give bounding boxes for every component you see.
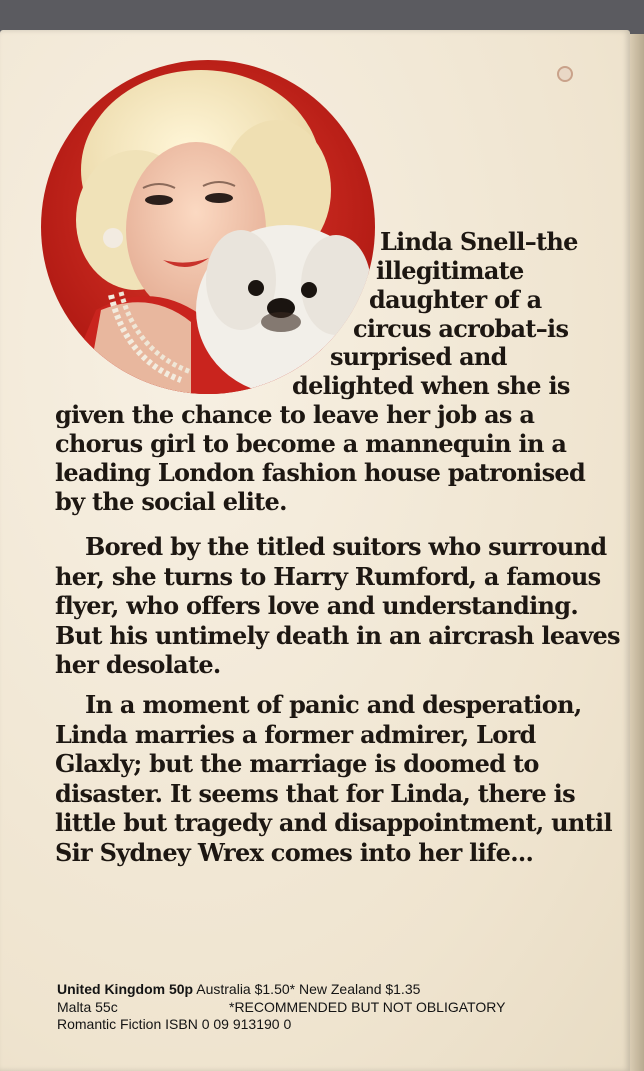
blurb-line: little but tragedy and disappointment, until: [55, 808, 612, 837]
blurb-line: disaster. It seems that for Linda, there is: [55, 778, 575, 808]
blurb-line: her, she turns to Harry Rumford, a famous: [55, 561, 601, 591]
blurb-line: leading London fashion house patronised: [55, 458, 586, 487]
blurb-line: Glaxly; but the marriage is doomed to: [55, 749, 539, 778]
price-line: [57, 981, 420, 998]
book-spine-edge: [630, 34, 644, 1071]
blurb-line: Linda Snell–the: [380, 227, 578, 256]
category-isbn-line: [57, 1016, 291, 1033]
isbn-label: ISBN 0 09 913190 0: [165, 1016, 292, 1032]
blurb-line: But his untimely death in an aircrash leaves: [55, 620, 620, 650]
blurb-line: daughter of a: [369, 285, 542, 314]
blurb-line: delighted when she is: [292, 371, 570, 400]
blurb-line: Bored by the titled suitors who surround: [85, 532, 607, 561]
price-note: [229, 999, 505, 1016]
blurb-line: chorus girl to become a mannequin in a: [55, 429, 567, 458]
author-portrait: [41, 60, 375, 394]
blurb-line: her desolate.: [55, 650, 221, 679]
price-australia: Australia $1.50*: [196, 981, 296, 997]
blurb-paragraph-2: [55, 532, 620, 680]
blurb-line: Sir Sydney Wrex comes into her life...: [55, 837, 534, 867]
author-portrait-illustration: [41, 60, 375, 394]
price-new-zealand: New Zealand $1.35: [298, 981, 421, 997]
price-malta-text: Malta 55c: [57, 999, 118, 1015]
price-note-text: *RECOMMENDED BUT NOT OBLIGATORY: [229, 999, 506, 1015]
blurb-line: illegitimate: [376, 256, 524, 285]
blurb-line: Linda marries a former admirer, Lord: [55, 719, 536, 749]
blurb-line: by the social elite.: [55, 487, 287, 516]
blurb-line: circus acrobat–is: [353, 314, 569, 343]
blurb-line: flyer, who offers love and understanding.: [55, 591, 578, 620]
price-uk: United Kingdom 50p: [57, 981, 194, 997]
blurb-line: given the chance to leave her job as a: [55, 400, 535, 429]
blurb-line: surprised and: [330, 342, 507, 371]
price-malta: [57, 999, 118, 1016]
genre-label: Romantic Fiction: [57, 1016, 162, 1032]
sticker-residue: [557, 66, 573, 82]
blurb-line: In a moment of panic and desperation,: [85, 690, 582, 719]
blurb-paragraph-3: [55, 690, 612, 867]
